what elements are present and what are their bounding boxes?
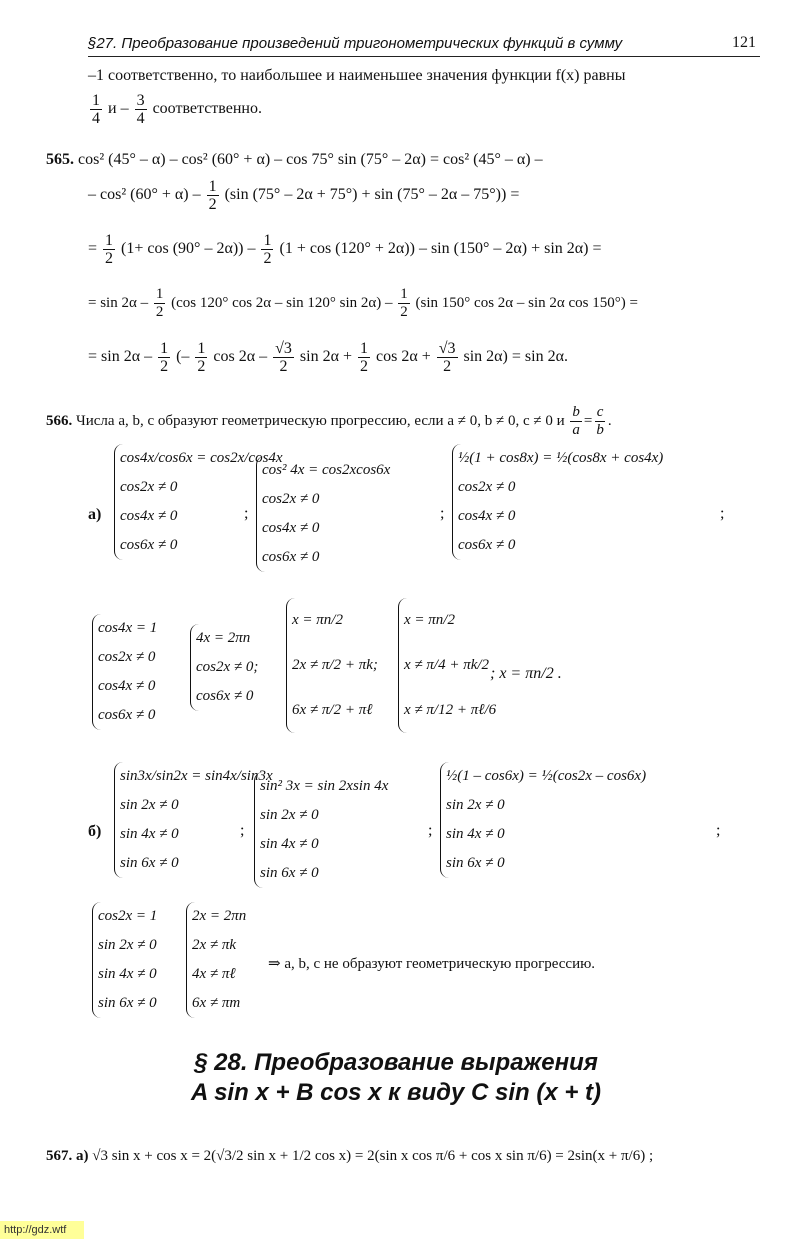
system-b1: sin3x/sin2x = sin4x/sin3x sin 2x ≠ 0 sin 4x ≠ 0 sin 6x ≠ 0 (114, 762, 273, 878)
system-b4: cos2x = 1 sin 2x ≠ 0 sin 4x ≠ 0 sin 6x ≠ 0 (92, 902, 157, 1018)
intro-line: –1 соответственно, то наибольшее и наименьшее значения функции f(x) равны (88, 67, 626, 84)
header-title: §27. Преобразование произведений тригонометрических функций в сумму (88, 35, 623, 52)
part-a-label: а) (88, 506, 102, 523)
system-b3: ½(1 – cos6x) = ½(cos2x – cos6x) sin 2x ≠ 0 sin 4x ≠ 0 sin 6x ≠ 0 (440, 762, 646, 878)
problem-number: 567. а) (46, 1148, 89, 1164)
conclusion: ⇒ a, b, c не образуют геометрическую прогрессию. (268, 956, 596, 972)
problem-565-line-3: = $\frac{1}{2}$ (1+ cos (90° – 2α)) – $\frac{1}{2}$ (1 + cos (120° + 2α)) – sin (150° – 2α) + sin 2α) = (88, 232, 602, 267)
problem-566-statement: 566. Числа a, b, c образуют геометрическую прогрессию, если a ≠ 0, b ≠ 0, c ≠ 0 и $\frac{b}{a}$ = $\frac{c}{b}$ . (46, 404, 612, 438)
problem-565-line-2: – cos² (60° + α) – $\frac{1}{2}$ (sin (75° – 2α + 75°) + sin (75° – 2α – 75°)) = (88, 178, 520, 213)
problem-567: 567. а) √3 sin x + cos x = 2(√3/2 sin x + 1/2 cos x) = 2(sin x cos π/6 + cos x sin π/6) = 2sin(x + π/6) ; (46, 1148, 654, 1164)
part-b-label: б) (88, 823, 102, 840)
system-a3: ½(1 + cos8x) = ½(cos8x + cos4x) cos2x ≠ 0 cos4x ≠ 0 cos6x ≠ 0 (452, 444, 663, 560)
running-header (88, 34, 760, 57)
system-a7: x = πn/2 x ≠ π/4 + πk/2 x ≠ π/12 + πℓ/6 (398, 598, 496, 733)
system-a5: 4x = 2πn cos2x ≠ 0; cos6x ≠ 0 (190, 624, 258, 711)
separator: ; (240, 822, 245, 839)
page-number: 121 (732, 34, 756, 51)
separator: ; (716, 822, 721, 839)
system-b5: 2x = 2πn 2x ≠ πk 4x ≠ πℓ 6x ≠ πm (186, 902, 246, 1018)
separator: ; (428, 822, 433, 839)
fraction: $\frac{3}{4}$ (136, 92, 145, 127)
problem-565-line-4: = sin 2α – $\frac{1}{2}$ (cos 120° cos 2α – sin 120° sin 2α) – $\frac{1}{2}$ (sin 150° cos 2α – sin 2α cos 150°) = (88, 286, 638, 320)
separator: ; (440, 505, 445, 522)
separator: ; (720, 505, 725, 522)
separator: ; (244, 505, 249, 522)
system-a6: x = πn/2 2x ≠ π/2 + πk; 6x ≠ π/2 + πℓ (286, 598, 378, 733)
section-heading-line-1: § 28. Преобразование выражения (194, 1049, 598, 1076)
system-a4: cos4x = 1 cos2x ≠ 0 cos4x ≠ 0 cos6x ≠ 0 (92, 614, 157, 730)
fraction: $\frac{1}{4}$ (92, 92, 100, 127)
section-heading-line-2: A sin x + B cos x к виду C sin (x + t) (190, 1079, 602, 1106)
system-b2: sin² 3x = sin 2xsin 4x sin 2x ≠ 0 sin 4x ≠ 0 sin 6x ≠ 0 (254, 772, 388, 888)
problem-565-line-1: 565. cos² (45° – α) – cos² (60° + α) – cos 75° sin (75° – 2α) = cos² (45° – α) – (46, 151, 543, 168)
watermark-link[interactable]: http://gdz.wtf (0, 1221, 84, 1239)
system-a2: cos² 4x = cos2xcos6x cos2x ≠ 0 cos4x ≠ 0 cos6x ≠ 0 (256, 456, 390, 572)
result-a: ; x = πn/2 . (490, 665, 562, 682)
problem-565-line-5: = sin 2α – $\frac{1}{2}$ (– $\frac{1}{2}$ cos 2α – $\frac{√3}{2}$ sin 2α + $\frac{1}{2}$ cos 2α + $\frac{√3}{2}$ sin 2α) = sin 2α. (88, 340, 568, 375)
system-a1: cos4x/cos6x = cos2x/cos4x cos2x ≠ 0 cos4x ≠ 0 cos6x ≠ 0 (114, 444, 283, 560)
intro-fractions: $\frac{1}{4}$ и – $\frac{3}{4}$ соответственно. (92, 92, 262, 127)
problem-number: 565. (46, 151, 74, 168)
problem-number: 566. (46, 412, 73, 429)
